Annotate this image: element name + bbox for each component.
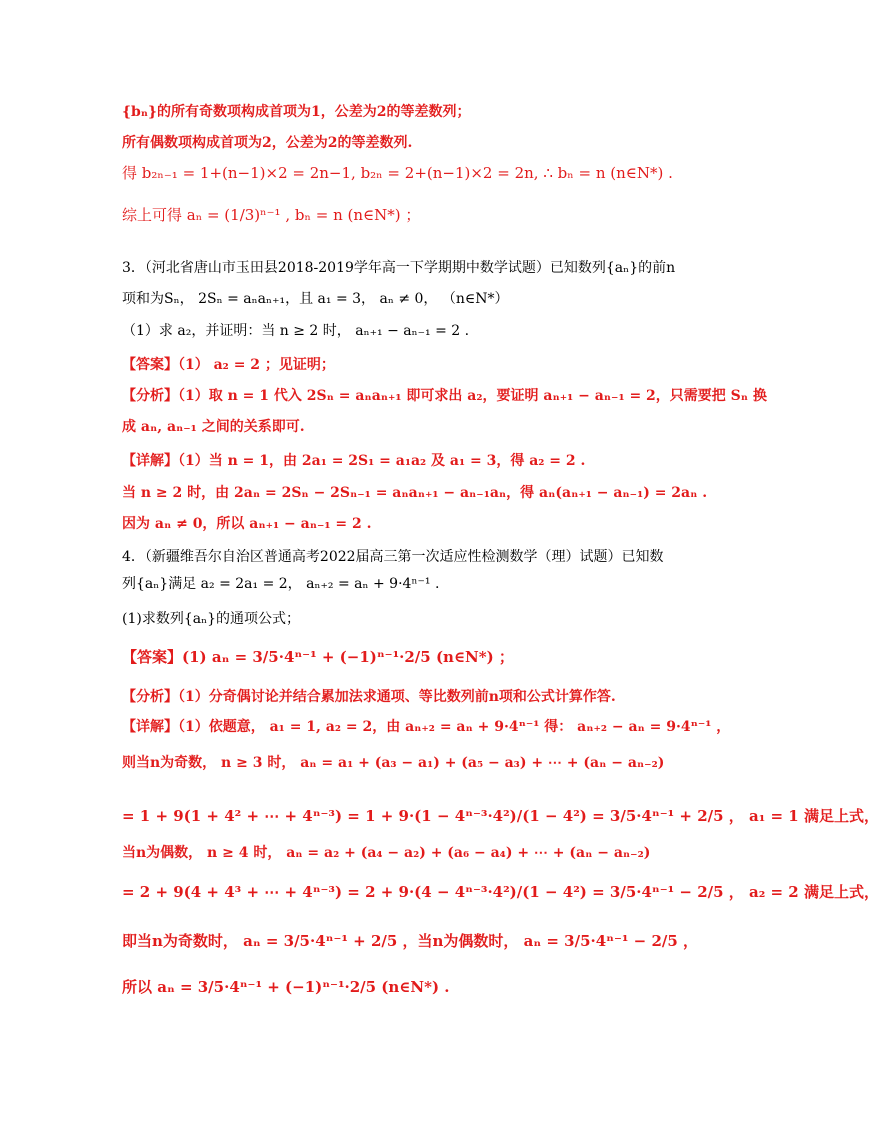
answer-label: 【答案】(1) aₙ = 3/5·4ⁿ⁻¹ + (−1)ⁿ⁻¹·2/5 (n∈N*) ； xyxy=(122,648,514,666)
detail-label: 【详解】（1）依题意， a₁ = 1, a₂ = 2，由 aₙ₊₂ = aₙ + 9·4ⁿ⁻¹ 得： aₙ₊₂ − aₙ = 9·4ⁿ⁻¹ ， xyxy=(122,719,731,735)
text-line: 当n为偶数， n ≥ 4 时， aₙ = a₂ + (a₄ − a₂) + (a₆ − a₄) + ⋯ + (aₙ − aₙ₋₂) xyxy=(122,845,651,861)
text-line: 所以 aₙ = 3/5·4ⁿ⁻¹ + (−1)ⁿ⁻¹·2/5 (n∈N*) . xyxy=(122,978,450,996)
question-4-heading: 4．（新疆维吾尔自治区普通高考2022届高三第一次适应性检测数学（理）试题）已知数 xyxy=(122,549,664,565)
text-line: 当 n ≥ 2 时，由 2aₙ = 2Sₙ − 2Sₙ₋₁ = aₙaₙ₊₁ − aₙ₋₁aₙ，得 aₙ(aₙ₊₁ − aₙ₋₁) = 2aₙ . xyxy=(122,485,708,501)
text-line: 得 b₂ₙ₋₁ = 1+(n−1)×2 = 2n−1, b₂ₙ = 2+(n−1)×2 = 2n, ∴ bₙ = n (n∈N*) . xyxy=(122,164,673,182)
text-line: 成 aₙ, aₙ₋₁ 之间的关系即可. xyxy=(122,419,305,435)
text-line: 因为 aₙ ≠ 0，所以 aₙ₊₁ − aₙ₋₁ = 2 . xyxy=(122,516,372,532)
text-line: 综上可得 aₙ = (1/3)ⁿ⁻¹ , bₙ = n (n∈N*) ； xyxy=(122,206,421,224)
text-line: 列{aₙ}满足 a₂ = 2a₁ = 2， aₙ₊₂ = aₙ + 9·4ⁿ⁻¹ . xyxy=(122,576,440,592)
text-line: 则当n为奇数， n ≥ 3 时， aₙ = a₁ + (a₃ − a₁) + (a₅ − a₃) + ⋯ + (aₙ − aₙ₋₂) xyxy=(122,755,665,771)
text-line: 所有偶数项构成首项为2，公差为2的等差数列. xyxy=(122,135,413,151)
text-line: 即当n为奇数时， aₙ = 3/5·4ⁿ⁻¹ + 2/5 ，当n为偶数时， aₙ = 3/5·4ⁿ⁻¹ − 2/5 ， xyxy=(122,932,699,950)
text-line: = 1 + 9(1 + 4² + ⋯ + 4ⁿ⁻³) = 1 + 9·(1 − 4ⁿ⁻³·4²)/(1 − 4²) = 3/5·4ⁿ⁻¹ + 2/5 ， a₁ = 1 满足上式， xyxy=(122,807,879,825)
text-line: {bₙ}的所有奇数项构成首项为1，公差为2的等差数列； xyxy=(122,104,471,120)
detail-label: 【详解】（1）当 n = 1，由 2a₁ = 2S₁ = a₁a₂ 及 a₁ = 3，得 a₂ = 2 . xyxy=(122,453,586,469)
text-line: (1)求数列{aₙ}的通项公式； xyxy=(122,611,301,627)
text-line: （1）求 a₂，并证明：当 n ≥ 2 时， aₙ₊₁ − aₙ₋₁ = 2 . xyxy=(122,323,470,339)
analysis-label: 【分析】（1）分奇偶讨论并结合累加法求通项、等比数列前n项和公式计算作答. xyxy=(122,689,616,705)
answer-label: 【答案】（1） a₂ = 2 ；见证明； xyxy=(122,357,335,373)
text-line: = 2 + 9(4 + 4³ + ⋯ + 4ⁿ⁻³) = 2 + 9·(4 − 4ⁿ⁻³·4²)/(1 − 4²) = 3/5·4ⁿ⁻¹ − 2/5 ， a₂ = 2 满足上式， xyxy=(122,883,879,901)
text-line: 项和为Sₙ， 2Sₙ = aₙaₙ₊₁，且 a₁ = 3， aₙ ≠ 0， （n∈N*） xyxy=(122,291,509,307)
question-3-heading: 3．（河北省唐山市玉田县2018-2019学年高一下学期期中数学试题）已知数列{aₙ}的前n xyxy=(122,260,676,276)
analysis-label: 【分析】（1）取 n = 1 代入 2Sₙ = aₙaₙ₊₁ 即可求出 a₂，要证明 aₙ₊₁ − aₙ₋₁ = 2，只需要把 Sₙ 换 xyxy=(122,388,767,404)
